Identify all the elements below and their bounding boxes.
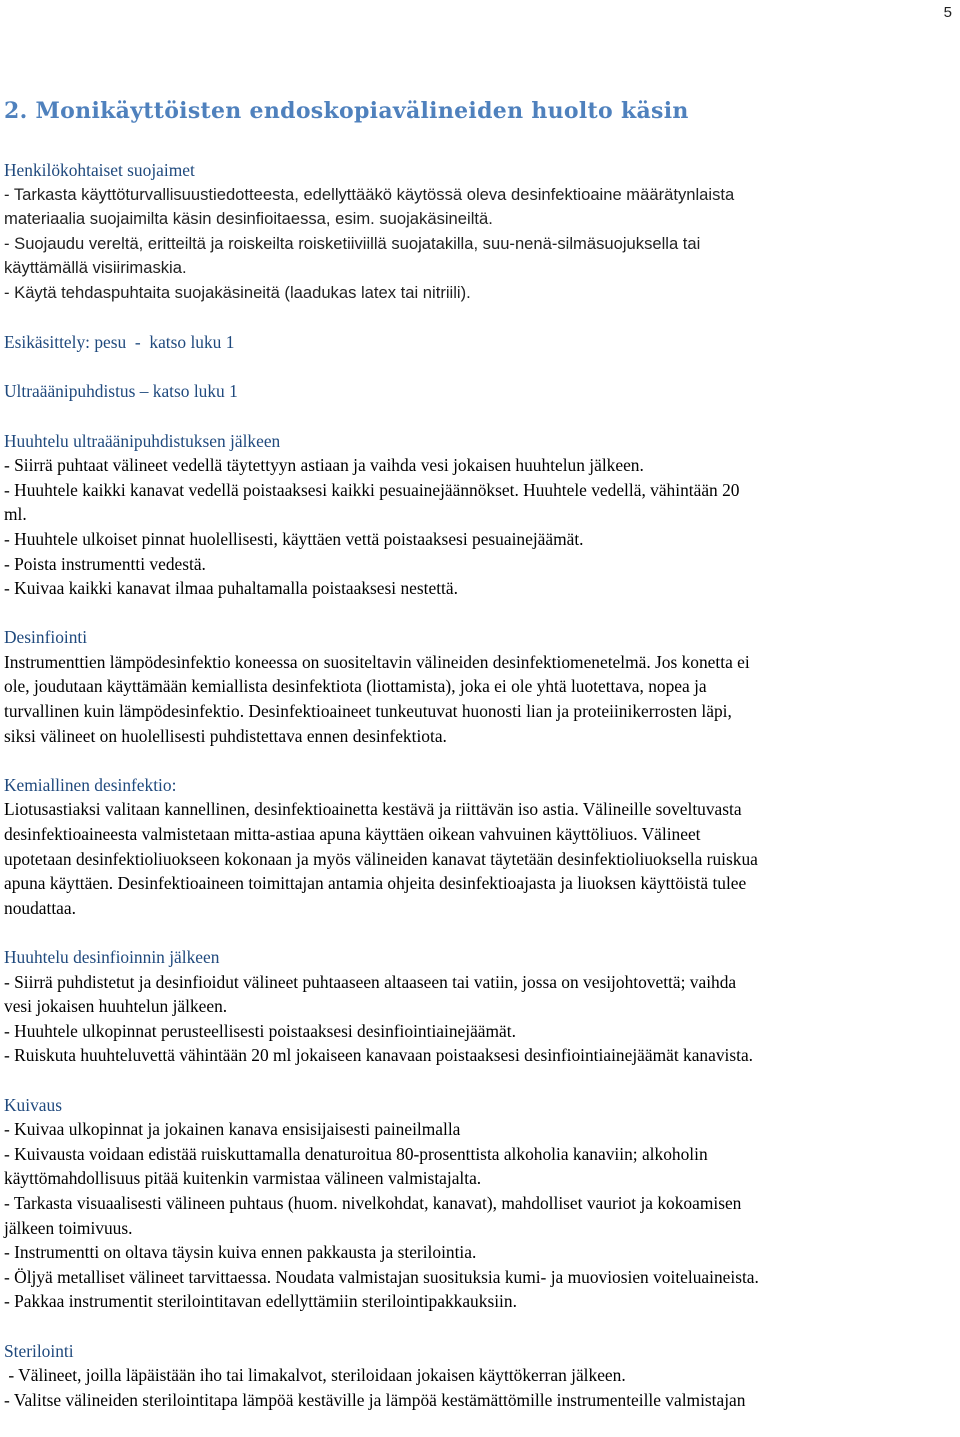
rinse-line: - Kuivaa kaikki kanavat ilmaa puhaltamalla poistaaksesi nestettä. [4, 578, 458, 599]
rinse-line: ml. [4, 504, 27, 525]
rinse-line: - Huuhtele kaikki kanavat vedellä poistaaksesi kaikki pesuainejäännökset. Huuhtele vedellä, vähintään 20 [4, 479, 740, 500]
ppe-line: - Käytä tehdaspuhtaita suojakäsineitä (laadukas latex tai nitriili). [4, 282, 471, 302]
post-disinfection-line: - Ruiskuta huuhteluvettä vähintään 20 ml jokaiseen kanavaan poistaaksesi desinfiointiainejäämät kanavista. [4, 1045, 754, 1066]
section-disinfection [4, 625, 956, 748]
disinfection-line: turvallinen kuin lämpödesinfektio. Desinfektioaineet tunkeutuvat huonosti lian ja proteiinikerrosten läpi, [4, 701, 732, 722]
ppe-line: - Tarkasta käyttöturvallisuustiedotteesta, edellyttääkö käytössä oleva desinfektioaine määrätynlaista [4, 184, 735, 204]
ppe-line: - Suojaudu vereltä, eritteiltä ja roiskeilta roisketiiviillä suojatakilla, suu-nenä-silmäsuojuksella tai [4, 233, 701, 253]
disinfection-line: Instrumenttien lämpödesinfektio koneessa on suositeltavin välineiden desinfektiomenetelmä. Jos konetta ei [4, 651, 750, 672]
section-pretreatment [4, 330, 956, 355]
drying-line: - Pakkaa instrumentit sterilointitavan edellyttämiin sterilointipakkauksiin. [4, 1291, 517, 1312]
section-title-rinse-after-disinfection: Huuhtelu desinfioinnin jälkeen [4, 947, 220, 967]
drying-line: - Kuivaa ulkopinnat ja jokainen kanava ensisijaisesti paineilmalla [4, 1119, 461, 1140]
section-rinse-after-ultrasonic [4, 429, 956, 601]
chemical-line: noudattaa. [4, 897, 76, 918]
sterilization-line: - Valitse välineiden sterilointitapa lämpöä kestäville ja lämpöä kestämättömille instrumenteille valmistajan [4, 1389, 746, 1410]
chemical-line: Liotusastiaksi valitaan kannellinen, desinfektioainetta kestävä ja riittävän iso astia. Välineille soveltuvasta [4, 799, 742, 820]
ppe-line: materiaalia suojaimilta käsin desinfioitaessa, esim. suojakäsineiltä. [4, 209, 493, 229]
section-title-drying: Kuivaus [4, 1094, 62, 1115]
rinse-line: - Poista instrumentti vedestä. [4, 553, 206, 574]
section-sterilization [4, 1339, 956, 1413]
drying-line: - Öljyä metalliset välineet tarvittaessa. Noudata valmistajan suosituksia kumi- ja muoviosien voiteluaineista. [4, 1266, 759, 1287]
chemical-line: apuna käyttäen. Desinfektioaineen toimittajan antamia ohjeita desinfektioajasta ja liuoksen käyttöistä tulee [4, 873, 747, 894]
page-number: 5 [943, 4, 952, 21]
section-chemical-disinfection [4, 773, 956, 921]
drying-line: - Kuivausta voidaan edistää ruiskuttamalla denaturoitua 80-prosenttista alkoholia kanaviin; alkoholin [4, 1143, 708, 1164]
sterilization-line: - Välineet, joilla läpäistään iho tai limakalvot, steriloidaan jokaisen käyttökerran jälkeen. [4, 1365, 626, 1386]
section-drying [4, 1093, 956, 1314]
chemical-line: upotetaan desinfektioliuokseen kokonaan ja myös välineiden kanavat täytetään desinfektioliuoksella ruiskua [4, 848, 758, 869]
ppe-line: käyttämällä visiirimaskia. [4, 258, 187, 278]
section-title-sterilization: Sterilointi [4, 1340, 74, 1361]
section-title-ppe: Henkilökohtaiset suojaimet [4, 160, 195, 180]
drying-line: jälkeen toimivuus. [4, 1217, 133, 1238]
section-title-ultrasonic: Ultraäänipuhdistus – katso luku 1 [4, 381, 238, 402]
rinse-line: - Siirrä puhtaat välineet vedellä täytettyyn astiaan ja vaihda vesi jokaisen huuhtelun jälkeen. [4, 455, 644, 476]
post-disinfection-line: vesi jokaisen huuhtelun jälkeen. [4, 996, 228, 1017]
chapter-heading: 2. Monikäyttöisten endoskopiavälineiden huolto käsin [4, 98, 689, 124]
post-disinfection-line: - Siirrä puhdistetut ja desinfioidut välineet puhtaaseen altaaseen tai vatiin, jossa on vesijohtovettä; vaihda [4, 971, 737, 992]
chemical-line: desinfektioaineesta valmistetaan mitta-astiaa apuna käyttäen oikean vahvuinen käyttöliuos. Välineet [4, 824, 701, 845]
section-title-chemical-disinfection: Kemiallinen desinfektio: [4, 774, 177, 795]
post-disinfection-line: - Huuhtele ulkopinnat perusteellisesti poistaaksesi desinfiointiainejäämät. [4, 1020, 516, 1041]
drying-line: - Instrumentti on oltava täysin kuiva ennen pakkausta ja sterilointia. [4, 1242, 477, 1263]
section-ppe [4, 158, 956, 306]
section-ultrasonic [4, 379, 956, 404]
section-title-rinse-after-ultrasonic: Huuhtelu ultraäänipuhdistuksen jälkeen [4, 430, 281, 451]
rinse-line: - Huuhtele ulkoiset pinnat huolellisesti, käyttäen vettä poistaaksesi pesuainejäämät. [4, 528, 584, 549]
section-title-pretreatment: Esikäsittely: pesu - katso luku 1 [4, 332, 235, 353]
section-title-disinfection: Desinfiointi [4, 627, 88, 648]
disinfection-line: siksi välineet on huolellisesti puhdistettava ennen desinfektiota. [4, 725, 447, 746]
section-rinse-after-disinfection [4, 945, 956, 1068]
document-body [4, 158, 956, 1437]
disinfection-line: ole, joudutaan käyttämään kemiallista desinfektiota (liottamista), joka ei ole yhtä luotettava, nopea ja [4, 676, 707, 697]
drying-line: - Tarkasta visuaalisesti välineen puhtaus (huom. nivelkohdat, kanavat), mahdolliset vauriot ja kokoamisen [4, 1192, 742, 1213]
drying-line: käyttömahdollisuus pitää kuitenkin varmistaa välineen valmistajalta. [4, 1168, 482, 1189]
